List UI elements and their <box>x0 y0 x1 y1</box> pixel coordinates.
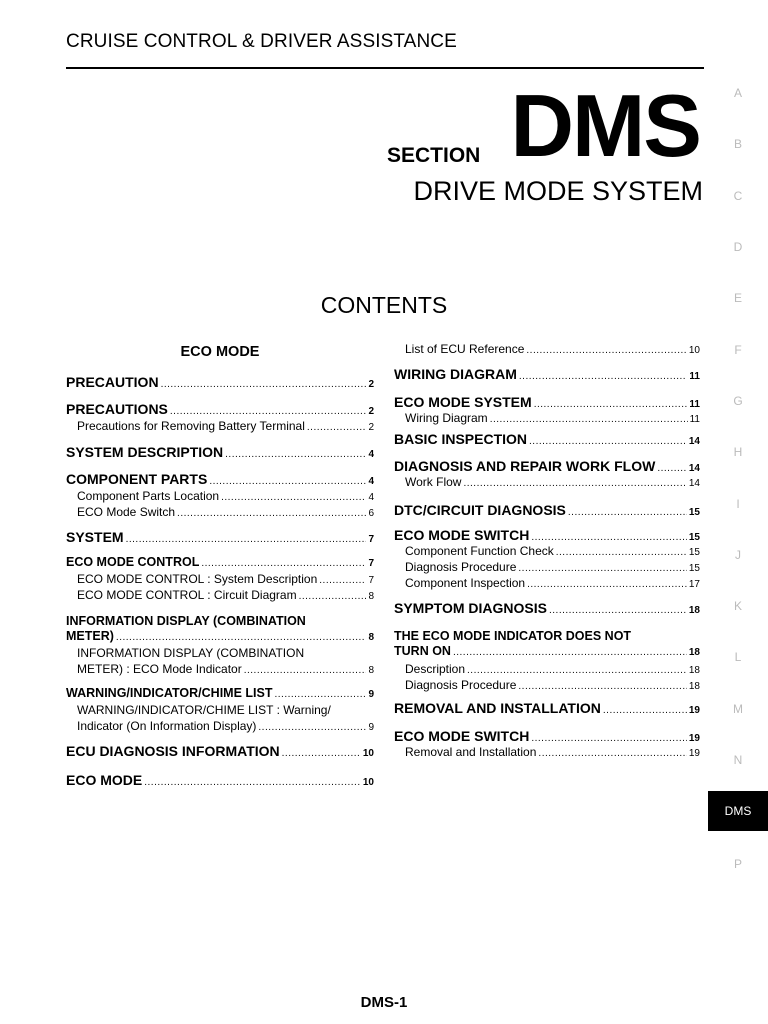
toc-entry-component-parts-location[interactable]: Component Parts Location ..... 4 <box>66 489 374 505</box>
toc-entry-basic-inspection[interactable]: BASIC INSPECTION ..... 14 <box>394 431 700 458</box>
section-tab-n[interactable]: N <box>733 753 743 767</box>
toc-entry-eco-mode-control[interactable]: ECO MODE CONTROL ..... 7 <box>66 555 374 572</box>
toc-entry-work-flow[interactable]: Work Flow ..... 14 <box>394 475 700 502</box>
section-tab-f[interactable]: F <box>734 343 742 357</box>
toc-left-column <box>66 344 374 792</box>
section-tab-a[interactable]: A <box>733 86 742 100</box>
header-divider <box>66 67 704 69</box>
toc-entry-diag-repair-flow[interactable]: DIAGNOSIS AND REPAIR WORK FLOW ..... 14 <box>394 458 700 475</box>
toc-entry-wiring-diagram[interactable]: WIRING DIAGRAM ..... 11 <box>394 366 700 394</box>
section-tab-i[interactable]: I <box>736 497 740 511</box>
toc-entry-precautions-battery[interactable]: Precautions for Removing Battery Terminal ..... 2 <box>66 419 374 444</box>
toc-entry-warning-list-sub-line1: WARNING/INDICATOR/CHIME LIST : Warning/ <box>77 703 331 717</box>
toc-entry-symptom-diagnosis[interactable]: SYMPTOM DIAGNOSIS ..... 18 <box>394 600 700 628</box>
toc-entry-diagnosis-procedure[interactable]: Diagnosis Procedure ..... 15 <box>394 560 700 576</box>
section-title: DRIVE MODE SYSTEM <box>413 176 703 206</box>
toc-entry-info-display-line1: INFORMATION DISPLAY (COMBINATION <box>66 614 306 628</box>
section-tab-j[interactable]: J <box>735 548 741 562</box>
section-code: DMS <box>510 76 700 175</box>
section-label: SECTION <box>387 144 481 167</box>
toc-entry-component-parts[interactable]: COMPONENT PARTS ..... 4 <box>66 471 374 489</box>
toc-entry-eco-mode-switch-dtc[interactable]: ECO MODE SWITCH ..... 15 <box>394 527 700 544</box>
toc-entry-eco-mode-switch-ri[interactable]: ECO MODE SWITCH ..... 19 <box>394 728 700 745</box>
section-tab-c[interactable]: C <box>733 189 743 203</box>
toc-entry-info-display-indicator-line1: INFORMATION DISPLAY (COMBINATION <box>77 646 305 660</box>
section-tab-g[interactable]: G <box>733 394 743 408</box>
section-tab-k[interactable]: K <box>733 599 742 613</box>
toc-entry-removal-installation[interactable]: REMOVAL AND INSTALLATION ..... 19 <box>394 700 700 728</box>
section-tab-b[interactable]: B <box>733 137 742 151</box>
toc-group-heading: ECO MODE <box>180 344 260 360</box>
toc-entry-eco-mode-system[interactable]: ECO MODE SYSTEM ..... 11 <box>394 394 700 411</box>
toc-entry-info-display[interactable]: METER) ..... 8 <box>66 629 374 645</box>
toc-entry-eco-mode-control-sysdesc[interactable]: ECO MODE CONTROL : System Description ..... 7 <box>66 572 374 588</box>
toc-entry-ecu-diag-info[interactable]: ECU DIAGNOSIS INFORMATION ..... 10 <box>66 743 374 772</box>
toc-entry-precaution[interactable]: PRECAUTION ..... 2 <box>66 374 374 401</box>
chapter-title: CRUISE CONTROL & DRIVER ASSISTANCE <box>66 31 457 52</box>
toc-entry-eco-mode-control-circuit[interactable]: ECO MODE CONTROL : Circuit Diagram ..... 8 <box>66 588 374 613</box>
page-number: DMS-1 <box>360 994 408 1011</box>
section-tab-e[interactable]: E <box>733 291 742 305</box>
section-tab-l[interactable]: L <box>734 650 742 664</box>
toc-entry-precautions[interactable]: PRECAUTIONS ..... 2 <box>66 401 374 419</box>
toc-entry-info-display-indicator[interactable]: METER) : ECO Mode Indicator ..... 8 <box>66 662 374 686</box>
section-tab-h[interactable]: H <box>733 445 743 459</box>
section-tab-m[interactable]: M <box>733 702 743 716</box>
toc-entry-diagnosis-procedure-2[interactable]: Diagnosis Procedure ..... 18 <box>394 678 700 700</box>
toc-entry-removal-and-installation[interactable]: Removal and Installation ..... 19 <box>394 745 700 761</box>
toc-entry-warning-list[interactable]: WARNING/INDICATOR/CHIME LIST ..... 9 <box>66 686 374 702</box>
section-tab-d[interactable]: D <box>733 240 743 254</box>
toc-entry-system-description[interactable]: SYSTEM DESCRIPTION ..... 4 <box>66 444 374 471</box>
section-tab-p[interactable]: P <box>733 857 742 871</box>
toc-entry-indicator-not-on-line1: THE ECO MODE INDICATOR DOES NOT <box>394 629 632 643</box>
toc-right-column <box>394 342 700 761</box>
contents-title: CONTENTS <box>320 292 448 318</box>
toc-entry-component-function-check[interactable]: Component Function Check ..... 15 <box>394 544 700 560</box>
toc-entry-wiring-diagram-sub[interactable]: Wiring Diagram ..... 11 <box>394 411 700 431</box>
toc-entry-dtc-circuit-diag[interactable]: DTC/CIRCUIT DIAGNOSIS ..... 15 <box>394 502 700 527</box>
toc-entry-list-ecu-ref[interactable]: List of ECU Reference ..... 10 <box>394 342 700 366</box>
toc-entry-eco-mode-switch[interactable]: ECO Mode Switch ..... 6 <box>66 505 374 529</box>
section-tab-dms-active[interactable]: DMS <box>708 791 768 831</box>
toc-entry-eco-mode[interactable]: ECO MODE ..... 10 <box>66 772 374 792</box>
toc-entry-component-inspection[interactable]: Component Inspection ..... 17 <box>394 576 700 600</box>
toc-entry-warning-list-sub[interactable]: Indicator (On Information Display) ..... 9 <box>66 719 374 743</box>
toc-entry-description[interactable]: Description ..... 18 <box>394 662 700 678</box>
toc-entry-system[interactable]: SYSTEM ..... 7 <box>66 529 374 555</box>
toc-entry-indicator-not-on[interactable]: TURN ON ..... 18 <box>394 644 700 662</box>
